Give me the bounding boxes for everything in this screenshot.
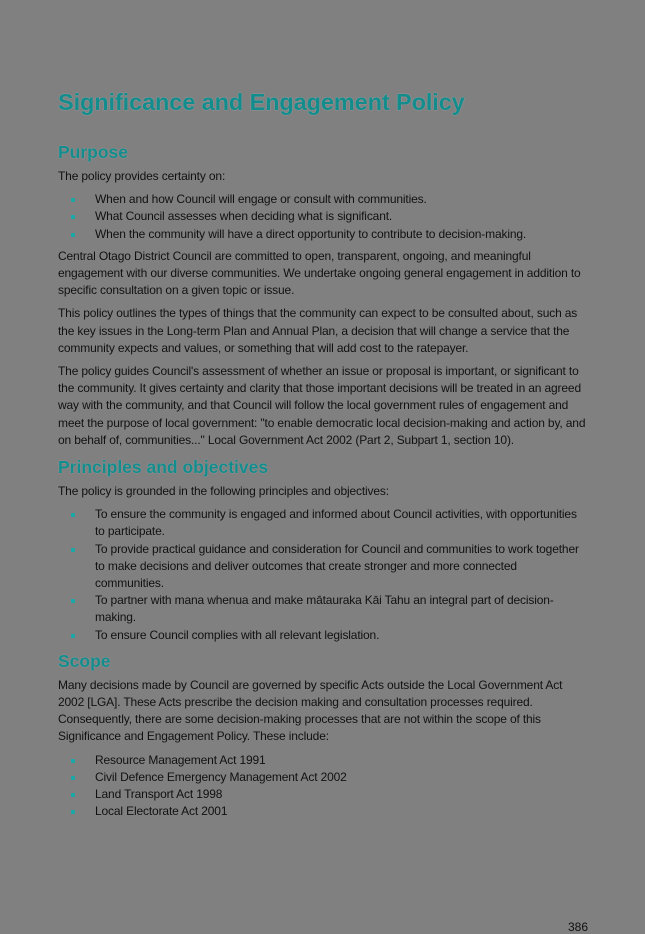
bullet-icon [71, 793, 75, 797]
list-item [58, 769, 586, 786]
bullet-icon [71, 634, 75, 638]
list-item [58, 803, 586, 820]
list-item-text: To ensure the community is engaged and informed about Council activities, with opportunities to participate. [95, 507, 577, 539]
document-page [58, 86, 586, 826]
list-item-text: Civil Defence Emergency Management Act 2002 [95, 769, 347, 784]
bullet-icon [71, 548, 75, 552]
section-purpose [58, 140, 586, 449]
list-item [58, 506, 586, 540]
scope-paragraph: Many decisions made by Council are governed by specific Acts outside the Local Government Act 2002 [LGA]. These Acts prescribe the decision making and consultation processes required. Consequently, there are some decision-making processes that are not within the scope of this Significance and Engagement Policy. These include: [58, 677, 563, 744]
list-item-text: When the community will have a direct opportunity to contribute to decision-making. [95, 226, 527, 241]
list-item-text: What Council assesses when deciding what is significant. [95, 209, 393, 224]
page-title: Significance and Engagement Policy [58, 89, 465, 115]
bullet-icon [71, 776, 75, 780]
bullet-icon [71, 810, 75, 814]
purpose-paragraph-guidance: The policy guides Council's assessment of whether an issue or proposal is important, or significant to the community. It gives certainty and clarity that those important decisions will be treated in an agreed way with the community, and that Council will follow the local government rules of engagement and meet the purpose of local government: "to enable democratic local decision-making and action by, and on behalf of, communities..." Local Government Act 2002 (Part 2, Subpart 1, section 10). [58, 364, 586, 447]
purpose-bullet-list [58, 191, 586, 243]
bullet-icon [71, 233, 75, 237]
section-heading-scope: Scope [58, 650, 111, 671]
purpose-paragraph-commitment: Central Otago District Council are committed to open, transparent, ongoing, and meaningful engagement with our diverse communities. We undertake ongoing general engagement in addition to specific consultation on a given topic or issue. [58, 248, 581, 298]
list-item-text: Resource Management Act 1991 [95, 752, 266, 767]
scope-bullet-list [58, 752, 586, 821]
bullet-icon [71, 599, 75, 603]
section-principles [58, 455, 586, 644]
list-item [58, 627, 586, 644]
list-item [58, 191, 586, 208]
list-item [58, 592, 586, 626]
list-item [58, 786, 586, 803]
section-heading-principles: Principles and objectives [58, 457, 269, 478]
bullet-icon [71, 759, 75, 763]
principles-bullet-list [58, 506, 586, 644]
list-item-text: Local Electorate Act 2001 [95, 804, 228, 819]
principles-intro: The policy is grounded in the following principles and objectives: [58, 484, 389, 499]
list-item [58, 208, 586, 225]
list-item-text: Land Transport Act 1998 [95, 787, 223, 802]
bullet-icon [71, 215, 75, 219]
list-item [58, 226, 586, 243]
section-scope [58, 649, 586, 821]
purpose-paragraph-outline: This policy outlines the types of things that the community can expect to be consulted about, such as the key issues in the Long-term Plan and Annual Plan, a decision that will change a service that the community expects and values, or something that will add cost to the ratepayer. [58, 306, 578, 355]
bullet-icon [71, 513, 75, 517]
list-item-text: To partner with mana whenua and make mātauraka Kāi Tahu an integral part of decision-making. [95, 593, 554, 625]
list-item-text: When and how Council will engage or consult with communities. [95, 192, 427, 207]
list-item-text: To provide practical guidance and consideration for Council and communities to work together to make decisions and deliver outcomes that create stronger and more connected communities. [95, 541, 579, 591]
list-item [58, 752, 586, 769]
list-item-text: To ensure Council complies with all relevant legislation. [95, 627, 380, 642]
section-heading-purpose: Purpose [58, 142, 129, 162]
purpose-intro: The policy provides certainty on: [58, 169, 226, 183]
bullet-icon [71, 198, 75, 202]
page-number: 386 [567, 920, 588, 934]
list-item [58, 541, 586, 593]
